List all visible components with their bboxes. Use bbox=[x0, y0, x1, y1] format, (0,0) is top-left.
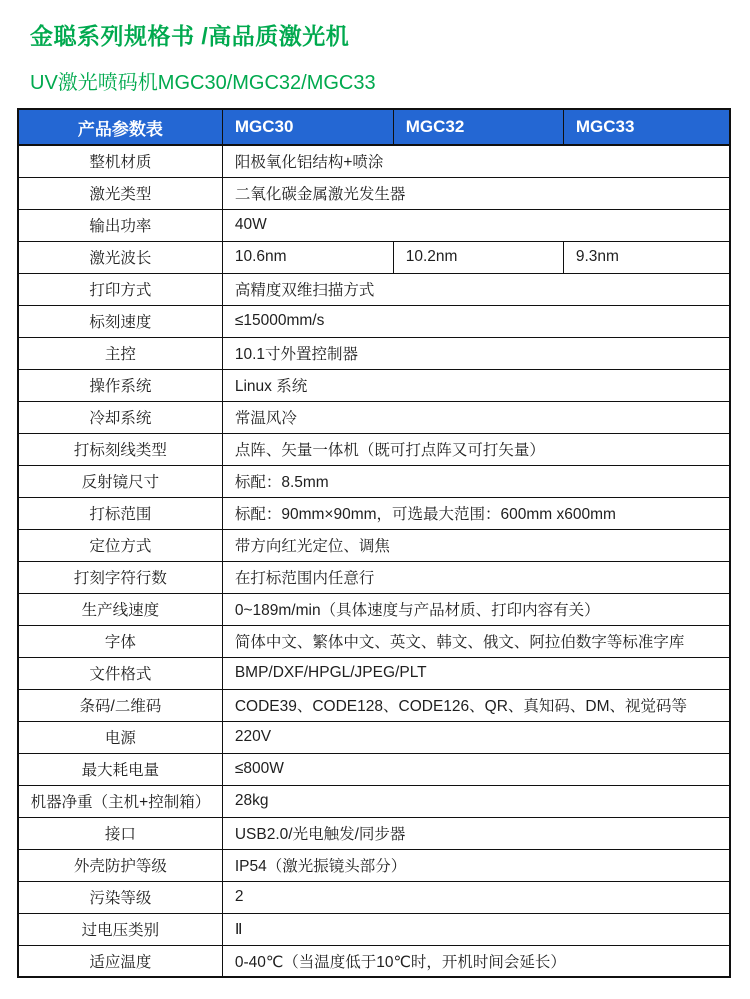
spec-label: 冷却系统 bbox=[18, 401, 222, 433]
table-row bbox=[18, 401, 730, 433]
spec-label: 最大耗电量 bbox=[18, 753, 222, 785]
spec-value: USB2.0/光电触发/同步器 bbox=[222, 817, 730, 849]
spec-value: 标配：90mm×90mm，可选最大范围：600mm x600mm bbox=[222, 497, 730, 529]
page-subtitle: UV激光喷码机MGC30/MGC32/MGC33 bbox=[30, 72, 376, 94]
spec-value: 0~189m/min（具体速度与产品材质、打印内容有关） bbox=[222, 593, 730, 625]
spec-label: 机器净重（主机+控制箱） bbox=[18, 785, 222, 817]
spec-value: 10.6nm bbox=[222, 241, 393, 273]
spec-label: 反射镜尺寸 bbox=[18, 465, 222, 497]
table-row bbox=[18, 657, 730, 689]
spec-value: 二氧化碳金属激光发生器 bbox=[222, 177, 730, 209]
spec-value: 点阵、矢量一体机（既可打点阵又可打矢量） bbox=[222, 433, 730, 465]
table-header-row bbox=[18, 109, 730, 145]
table-row bbox=[18, 337, 730, 369]
spec-value: Linux 系统 bbox=[222, 369, 730, 401]
spec-label: 生产线速度 bbox=[18, 593, 222, 625]
table-row bbox=[18, 881, 730, 913]
spec-label: 打刻字符行数 bbox=[18, 561, 222, 593]
spec-label: 条码/二维码 bbox=[18, 689, 222, 721]
spec-value: 2 bbox=[222, 881, 730, 913]
spec-value: 9.3nm bbox=[563, 241, 730, 273]
spec-value: BMP/DXF/HPGL/JPEG/PLT bbox=[222, 657, 730, 689]
spec-value: 标配：8.5mm bbox=[222, 465, 730, 497]
table-row bbox=[18, 625, 730, 657]
table-row bbox=[18, 593, 730, 625]
spec-value: 在打标范围内任意行 bbox=[222, 561, 730, 593]
spec-value: 220V bbox=[222, 721, 730, 753]
spec-label: 操作系统 bbox=[18, 369, 222, 401]
spec-label: 打标范围 bbox=[18, 497, 222, 529]
spec-value: 0-40℃（当温度低于10℃时，开机时间会延长） bbox=[222, 945, 730, 977]
spec-label: 外壳防护等级 bbox=[18, 849, 222, 881]
spec-label: 适应温度 bbox=[18, 945, 222, 977]
spec-value: 常温风冷 bbox=[222, 401, 730, 433]
table-row bbox=[18, 849, 730, 881]
spec-table-body bbox=[18, 145, 730, 977]
table-row bbox=[18, 145, 730, 177]
spec-label: 整机材质 bbox=[18, 145, 222, 177]
spec-value: 10.2nm bbox=[393, 241, 563, 273]
table-row bbox=[18, 465, 730, 497]
table-row bbox=[18, 721, 730, 753]
table-row bbox=[18, 241, 730, 273]
spec-value: 高精度双维扫描方式 bbox=[222, 273, 730, 305]
table-row bbox=[18, 209, 730, 241]
table-row bbox=[18, 369, 730, 401]
header-cell-mgc33: MGC33 bbox=[563, 109, 730, 145]
spec-label: 标刻速度 bbox=[18, 305, 222, 337]
spec-label: 主控 bbox=[18, 337, 222, 369]
spec-label: 过电压类别 bbox=[18, 913, 222, 945]
header-cell-param-table: 产品参数表 bbox=[18, 109, 222, 145]
header-cell-mgc30: MGC30 bbox=[222, 109, 393, 145]
header-cell-mgc32: MGC32 bbox=[393, 109, 563, 145]
spec-value: ≤15000mm/s bbox=[222, 305, 730, 337]
table-row bbox=[18, 497, 730, 529]
spec-value: IP54（激光振镜头部分） bbox=[222, 849, 730, 881]
table-row bbox=[18, 913, 730, 945]
spec-label: 输出功率 bbox=[18, 209, 222, 241]
table-row bbox=[18, 785, 730, 817]
spec-value: ≤800W bbox=[222, 753, 730, 785]
spec-value: CODE39、CODE128、CODE126、QR、真知码、DM、视觉码等 bbox=[222, 689, 730, 721]
table-row bbox=[18, 561, 730, 593]
spec-value: 简体中文、繁体中文、英文、韩文、俄文、阿拉伯数字等标准字库 bbox=[222, 625, 730, 657]
spec-label: 打标刻线类型 bbox=[18, 433, 222, 465]
page-title: 金聪系列规格书 /高品质激光机 bbox=[30, 23, 350, 49]
table-row bbox=[18, 689, 730, 721]
spec-value: 带方向红光定位、调焦 bbox=[222, 529, 730, 561]
spec-value: 阳极氧化铝结构+喷涂 bbox=[222, 145, 730, 177]
spec-value: 28kg bbox=[222, 785, 730, 817]
spec-label: 激光波长 bbox=[18, 241, 222, 273]
table-row bbox=[18, 753, 730, 785]
table-row bbox=[18, 529, 730, 561]
table-row bbox=[18, 433, 730, 465]
spec-label: 接口 bbox=[18, 817, 222, 849]
product-spec-table bbox=[17, 108, 731, 978]
table-row bbox=[18, 945, 730, 977]
spec-value: Ⅱ bbox=[222, 913, 730, 945]
spec-value: 10.1寸外置控制器 bbox=[222, 337, 730, 369]
spec-label: 打印方式 bbox=[18, 273, 222, 305]
spec-label: 激光类型 bbox=[18, 177, 222, 209]
table-row bbox=[18, 305, 730, 337]
spec-label: 定位方式 bbox=[18, 529, 222, 561]
spec-label: 字体 bbox=[18, 625, 222, 657]
table-row bbox=[18, 177, 730, 209]
spec-label: 电源 bbox=[18, 721, 222, 753]
spec-value: 40W bbox=[222, 209, 730, 241]
spec-label: 文件格式 bbox=[18, 657, 222, 689]
table-row bbox=[18, 817, 730, 849]
spec-label: 污染等级 bbox=[18, 881, 222, 913]
table-row bbox=[18, 273, 730, 305]
